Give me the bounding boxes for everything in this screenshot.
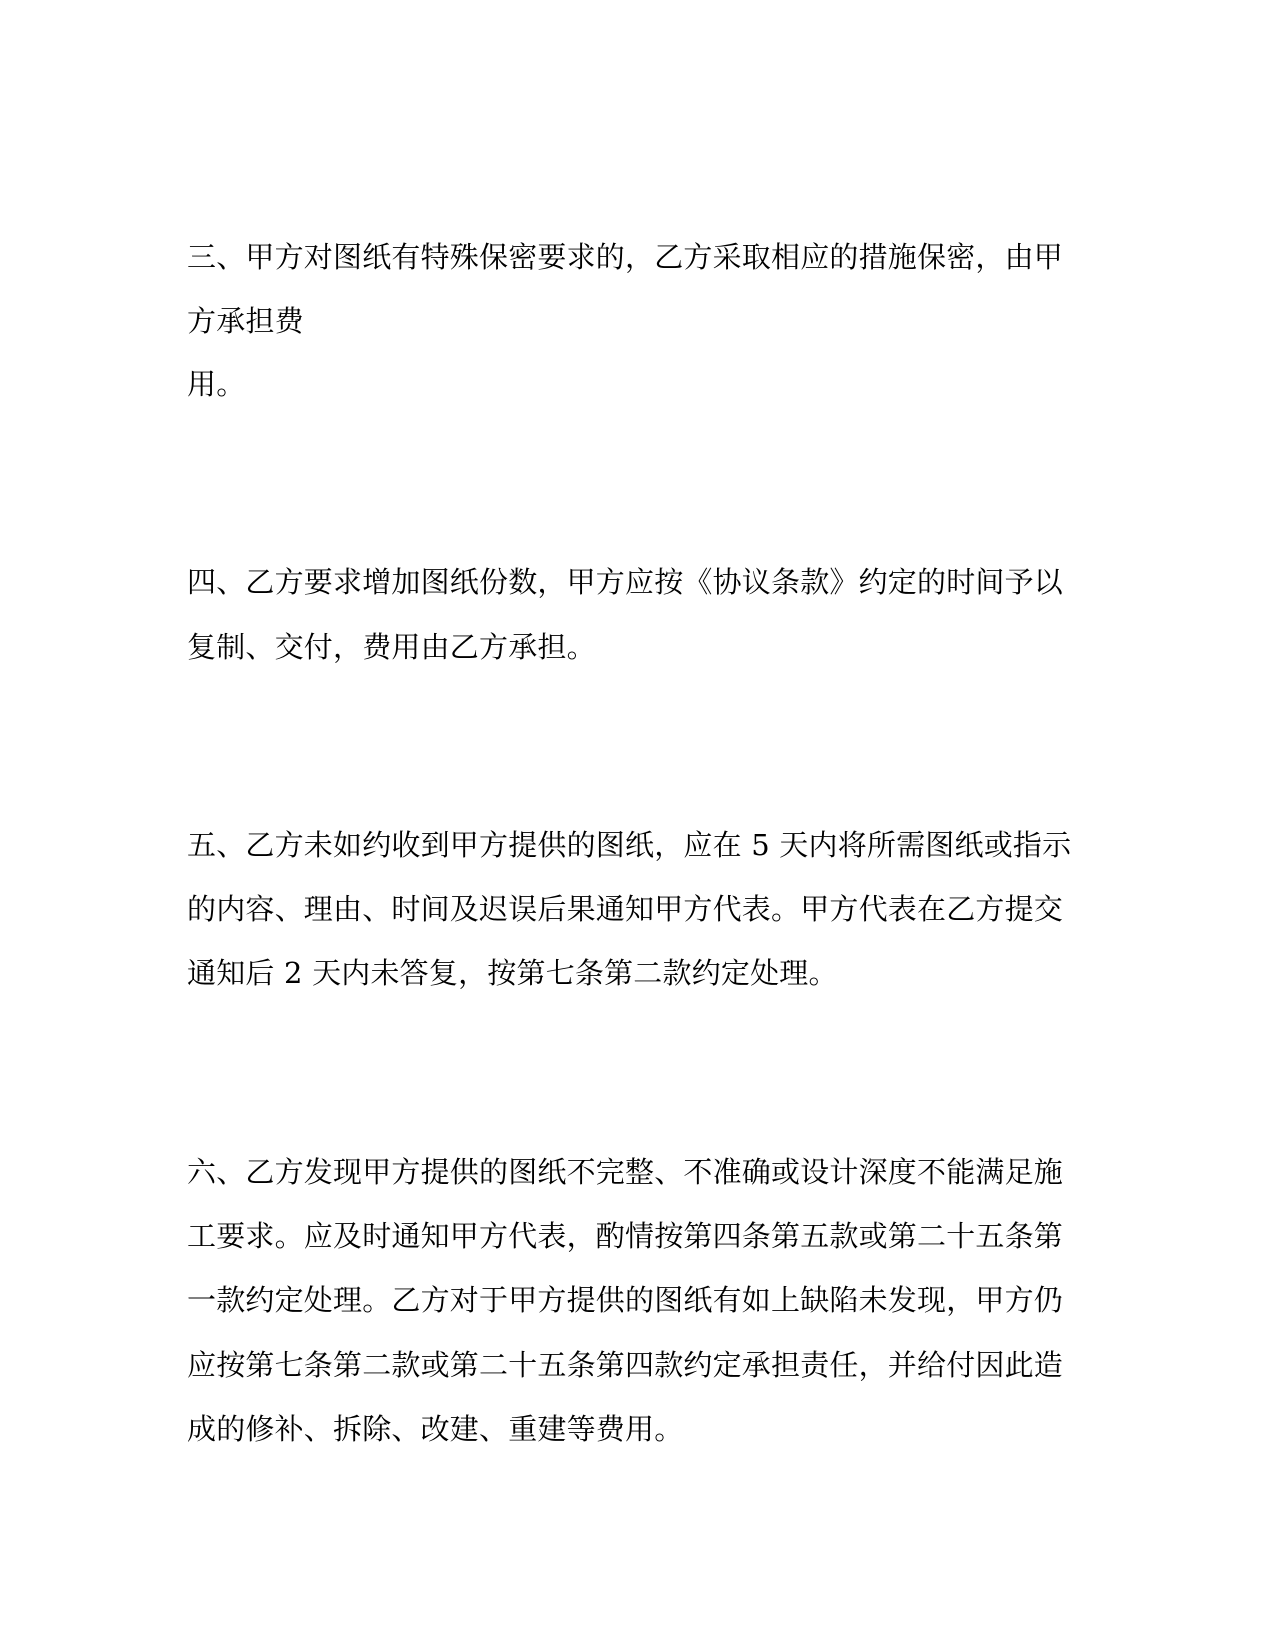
paragraph-line: 三、甲方对图纸有特殊保密要求的，乙方采取相应的措施保密，由甲 xyxy=(187,240,1064,274)
paragraph-line: 一款约定处理。乙方对于甲方提供的图纸有如上缺陷未发现，甲方仍 xyxy=(187,1283,1064,1317)
paragraph-line: 应按第七条第二款或第二十五条第四款约定承担责任，并给付因此造 xyxy=(187,1348,1064,1382)
paragraph-line: 复制、交付，费用由乙方承担。 xyxy=(187,630,596,664)
paragraph-line: 方承担费 xyxy=(187,304,304,338)
paragraph-line: 用。 xyxy=(187,367,246,401)
paragraph-line: 通知后 2 天内未答复，按第七条第二款约定处理。 xyxy=(187,956,838,990)
paragraph-line: 六、乙方发现甲方提供的图纸不完整、不准确或设计深度不能满足施 xyxy=(187,1155,1064,1189)
paragraph-line: 的内容、理由、时间及迟误后果通知甲方代表。甲方代表在乙方提交 xyxy=(187,892,1064,926)
paragraph-line: 四、乙方要求增加图纸份数，甲方应按《协议条款》约定的时间予以 xyxy=(187,565,1064,599)
paragraph-line: 五、乙方未如约收到甲方提供的图纸，应在 5 天内将所需图纸或指示 xyxy=(187,828,1072,862)
paragraph-line: 工要求。应及时通知甲方代表，酌情按第四条第五款或第二十五条第 xyxy=(187,1219,1064,1253)
paragraph-line: 成的修补、拆除、改建、重建等费用。 xyxy=(187,1412,684,1446)
